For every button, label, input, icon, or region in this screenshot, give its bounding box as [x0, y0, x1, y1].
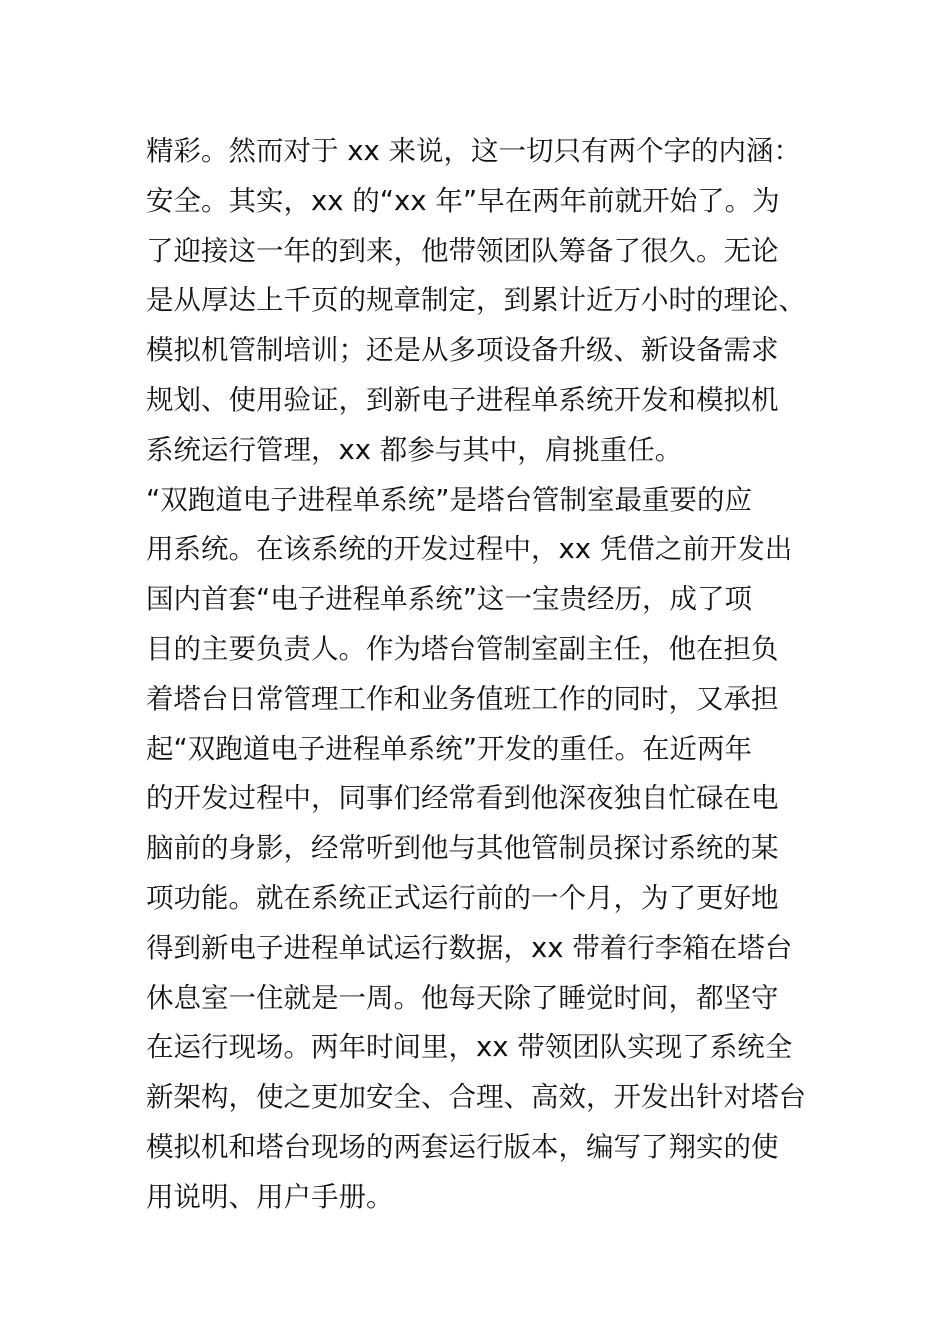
- text-line: 起“双跑道电子进程单系统”开发的重任。在近两年: [146, 732, 752, 765]
- text-line: 系统运行管理，xx 都参与其中，肩挑重任。: [146, 433, 683, 466]
- text-line: 了迎接这一年的到来，他带领团队筹备了很久。无论: [146, 234, 779, 267]
- text-line: 脑前的身影，经常听到他与其他管制员探讨系统的某: [146, 832, 779, 865]
- text-line: 国内首套“电子进程单系统”这一宝贵经历，成了项: [146, 583, 752, 616]
- text-line: 模拟机管制培训；还是从多项设备升级、新设备需求: [146, 334, 779, 367]
- text-line: 是从厚达上千页的规章制定，到累计近万小时的理论、: [146, 284, 806, 317]
- text-line: 项功能。就在系统正式运行前的一个月，为了更好地: [146, 881, 779, 914]
- text-line: 新架构，使之更加安全、合理、高效，开发出针对塔台: [146, 1081, 806, 1114]
- text-line: 规划、使用验证，到新电子进程单系统开发和模拟机: [146, 383, 779, 416]
- text-line: 目的主要负责人。作为塔台管制室副主任，他在担负: [146, 632, 779, 665]
- text-line: 休息室一住就是一周。他每天除了睡觉时间，都坚守: [146, 981, 779, 1014]
- text-line: 的开发过程中，同事们经常看到他深夜独自忙碌在电: [146, 782, 779, 815]
- text-line: 得到新电子进程单试运行数据，xx 带着行李箱在塔台: [146, 931, 793, 964]
- body-text: [146, 127, 818, 1223]
- text-line: 模拟机和塔台现场的两套运行版本，编写了翔实的使: [146, 1130, 779, 1163]
- text-line: “双跑道电子进程单系统”是塔台管制室最重要的应: [146, 483, 752, 516]
- text-line: 用系统。在该系统的开发过程中，xx 凭借之前开发出: [146, 533, 793, 566]
- text-line: 着塔台日常管理工作和业务值班工作的同时，又承担: [146, 682, 779, 715]
- text-line: 用说明、用户手册。: [146, 1180, 394, 1213]
- text-line: 在运行现场。两年时间里，xx 带领团队实现了系统全: [146, 1031, 793, 1064]
- text-line: 安全。其实，xx 的“xx 年”早在两年前就开始了。为: [146, 184, 780, 217]
- text-line: 精彩。然而对于 xx 来说，这一切只有两个字的内涵：: [146, 135, 802, 167]
